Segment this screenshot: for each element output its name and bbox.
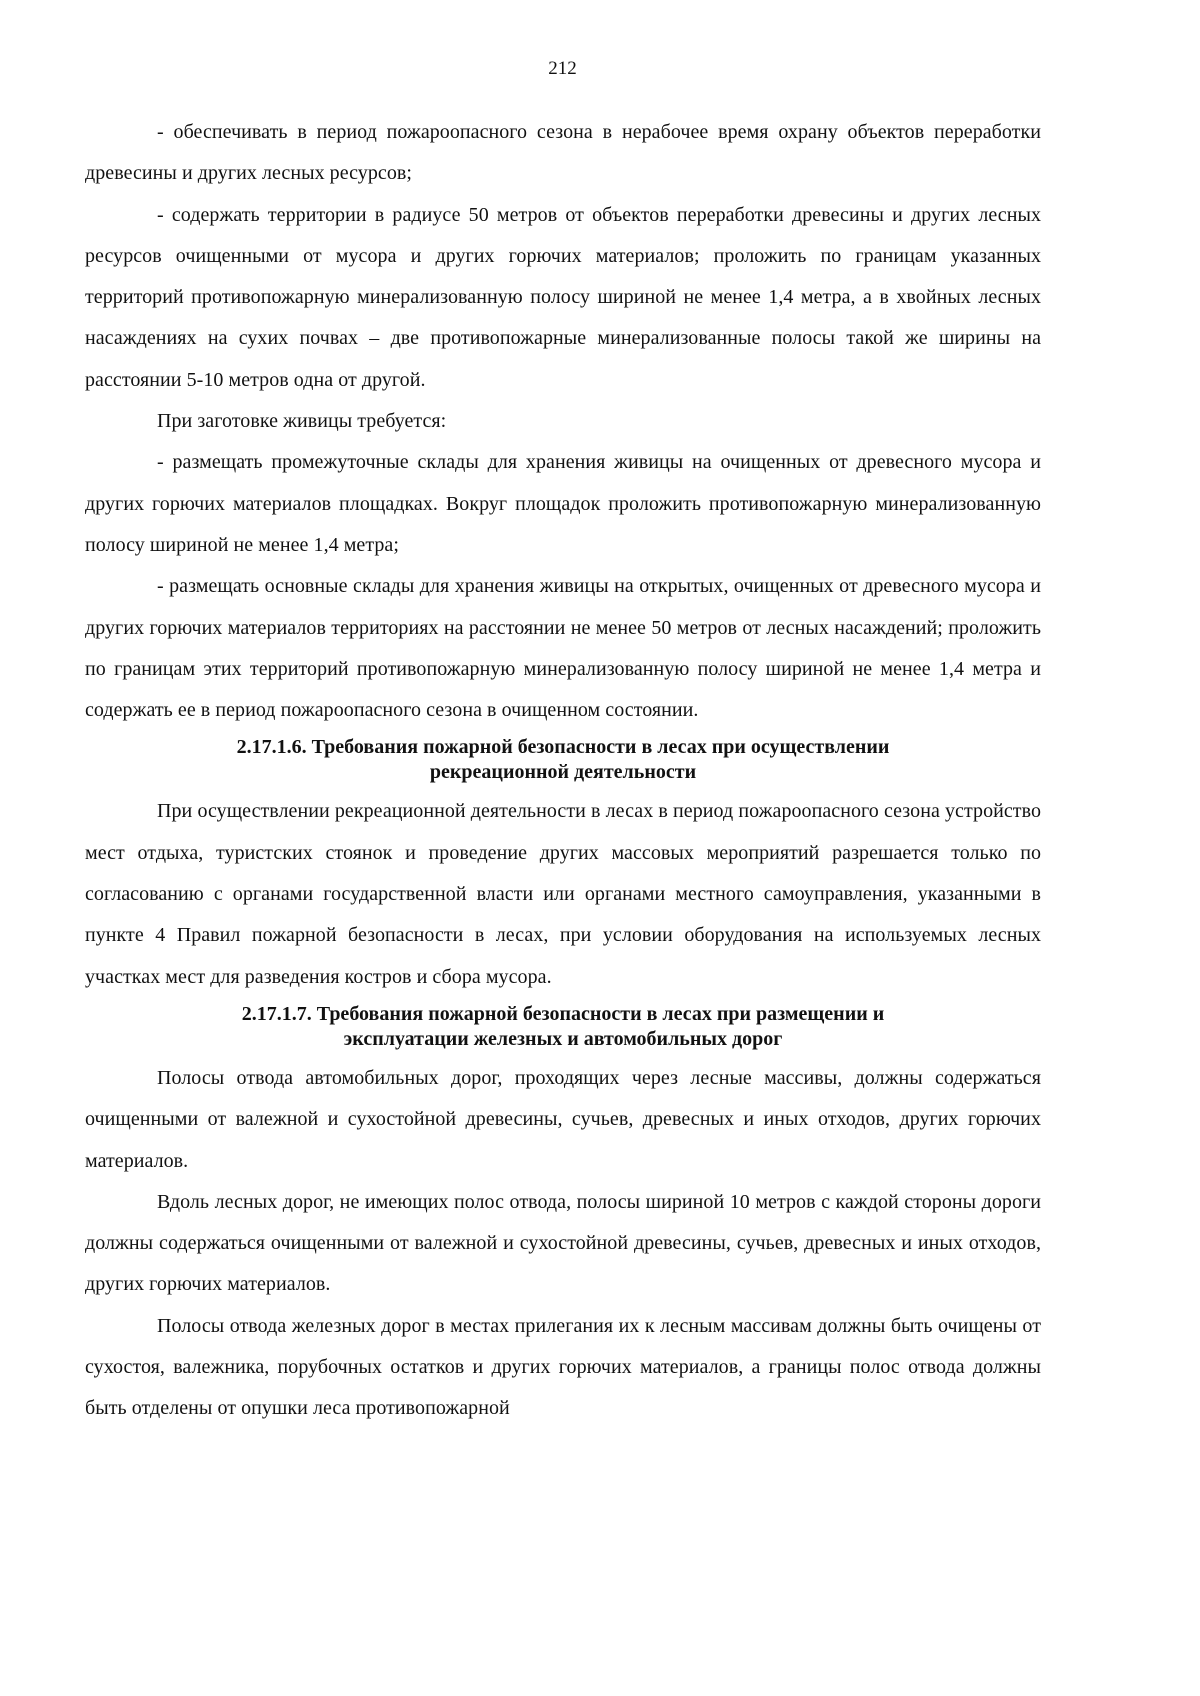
paragraph-road-strips: Полосы отвода автомобильных дорог, проходящих через лесные массивы, должны содержаться очищенными от валежной и сухостойной древесины, сучьев, древесных и иных отходов, других горючих материалов. [85,1066,1041,1172]
paragraph-main-warehouses: - размещать основные склады для хранения живицы на открытых, очищенных от древесного мусора и других горючих материалов территориях на расстоянии не менее 50 метров от лесных насаждений; проложить по границам этих территорий противопожарную минерализованную полосу шириной не менее 1,4 метра и содержать ее в период пожароопасного сезона в очищенном состоянии. [85,575,1041,722]
page-number: 212 [548,58,577,79]
paragraph-resin-intro: При заготовке живицы требуется: [157,410,447,433]
page-body [85,112,1041,1430]
paragraph-wood-processing-guard: - обеспечивать в период пожароопасного сезона в нерабочее время охрану объектов переработки древесины и других лесных ресурсов; [85,121,1041,185]
section-heading-recreation-line2: рекреационной деятельности [429,761,697,784]
section-heading-roads-line2: эксплуатации железных и автомобильных дорог [343,1027,783,1050]
section-heading-recreation [85,735,1041,785]
paragraph-forest-roads: Вдоль лесных дорог, не имеющих полос отвода, полосы шириной 10 метров с каждой стороны дороги должны содержаться очищенными от валежной и сухостойной древесины, сучьев, древесных и иных отходов, других горючих материалов. [85,1190,1041,1296]
section-heading-recreation-line1: 2.17.1.6. Требования пожарной безопасности в лесах при осуществлении [236,736,890,759]
paragraph-territory-cleaning: - содержать территории в радиусе 50 метров от объектов переработки древесины и других лесных ресурсов очищенными от мусора и других горючих материалов; проложить по границам указанных территорий противопожарную минерализованную полосу шириной не менее 1,4 метра, а в хвойных лесных насаждениях на сухих почвах – две противопожарные минерализованные полосы такой же ширины на расстоянии 5-10 метров одна от другой. [85,203,1041,391]
paragraph-railways: Полосы отвода железных дорог в местах прилегания их к лесным массивам должны быть очищены от сухостоя, валежника, порубочных остатков и других горючих материалов, а границы полос отвода должны быть отделены от опушки леса противопожарной [85,1314,1041,1420]
paragraph-recreation: При осуществлении рекреационной деятельности в лесах в период пожароопасного сезона устройство мест отдыха, туристских стоянок и проведение других массовых мероприятий разрешается только по согласованию с органами государственной власти или органами местного самоуправления, указанными в пункте 4 Правил пожарной безопасности в лесах, при условии оборудования на используемых лесных участках мест для разведения костров и сбора мусора. [85,800,1041,988]
section-heading-roads [85,1002,1041,1052]
paragraph-intermediate-warehouses: - размещать промежуточные склады для хранения живицы на очищенных от древесного мусора и других горючих материалов площадках. Вокруг площадок проложить противопожарную минерализованную полосу шириной не менее 1,4 метра; [85,451,1041,556]
section-heading-roads-line1: 2.17.1.7. Требования пожарной безопасности в лесах при размещении и [241,1002,885,1025]
